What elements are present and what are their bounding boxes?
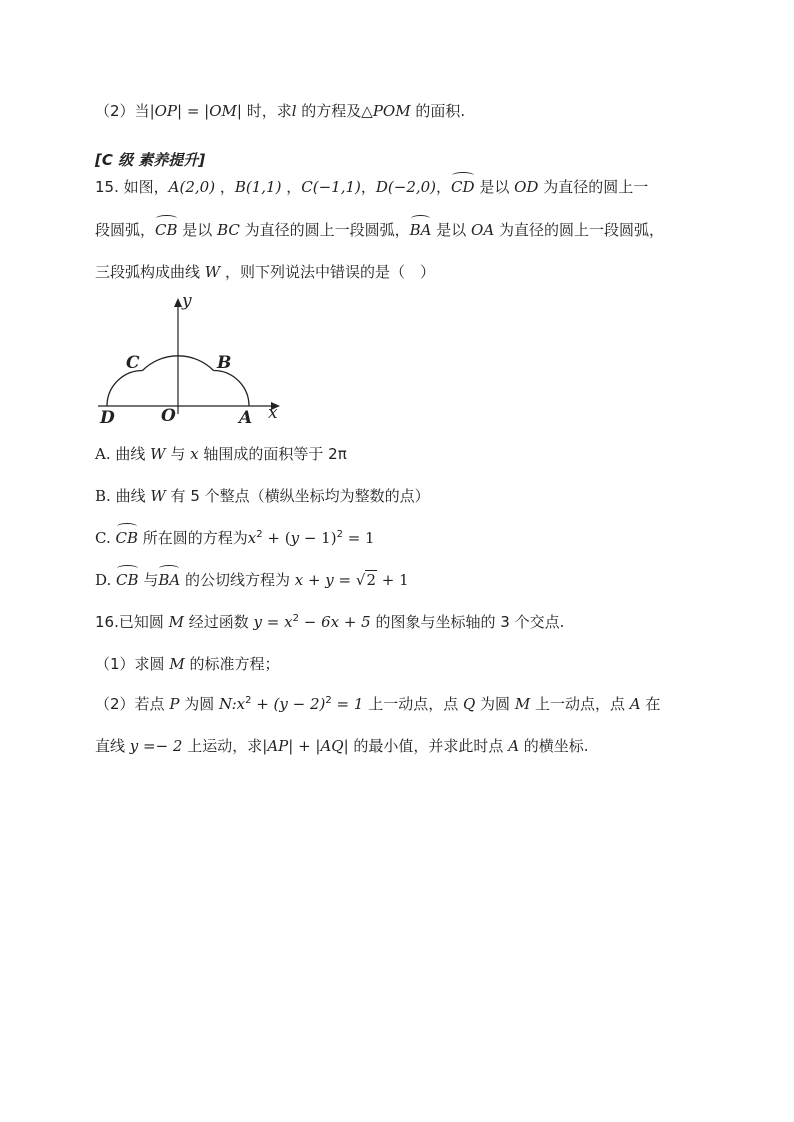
origin-label: O (161, 406, 176, 424)
option-d: D. CB 与BA 的公切线方程为 x + y = √2 + 1 (95, 571, 409, 589)
q15-line1: 15. 如图，A(2,0) ，B(1,1) ，C(−1,1)，D(−2,0)，CD 是以 OD 为直径的圆上一 (95, 178, 649, 196)
y-axis-arrow (174, 298, 182, 307)
q15-line3: 三段弧构成曲线 W ，则下列说法中错误的是（ ） (95, 263, 435, 281)
option-b: B. 曲线 W 有 5 个整点（横纵坐标均为整数的点） (95, 487, 430, 505)
y-axis-label: y (182, 292, 192, 311)
q16-part2-line2: 直线 y =− 2 上运动，求|AP| + |AQ| 的最小值，并求此时点 A 的横坐标. (95, 737, 589, 755)
point-a-label: A (239, 408, 253, 424)
arc-cd-curve (107, 371, 143, 407)
curve-w-diagram (96, 292, 296, 424)
option-a: A. 曲线 W 与 x 轴围成的面积等于 2π (95, 445, 347, 463)
point-d-label: D (100, 408, 115, 424)
x-axis-label: x (268, 403, 278, 423)
q16-number: 16. (95, 613, 119, 631)
arc-ba-curve (214, 371, 250, 407)
arc-ba: BA (409, 221, 432, 239)
q15-number: 15. (95, 178, 119, 196)
q16-line1: 16.已知圆 M 经过函数 $y = x^2 - 6x + 5$ 的图象与坐标轴的 3 个交点. (95, 613, 565, 631)
point-b-label: B (217, 353, 232, 373)
q14-part2-number: （2） (95, 102, 135, 120)
option-c: C. CB 所在圆的方程为$x^2 + (y - 1)^2 = 1$ (95, 529, 375, 547)
level-heading: [C 级 素养提升] (95, 151, 206, 169)
q14-condition: |OP| = |OM| (149, 102, 242, 120)
q15-line2: 段圆弧，CB 是以 BC 为直径的圆上一段圆弧，BA 是以 OA 为直径的圆上一段圆弧， (95, 221, 664, 239)
point-c-label: C (126, 353, 140, 373)
q14-part2: （2）当|OP| = |OM| 时，求l 的方程及△POM 的面积. (95, 102, 466, 120)
q16-part2-line1: （2）若点 P 为圆 $N:x^2 + (y - 2)^2 = 1$ 上一动点，点 Q 为圆 M 上一动点，点 A 在 (95, 695, 661, 713)
curve-w-figure (96, 292, 296, 428)
arc-cd: CD (451, 178, 475, 196)
q16-part1: （1）求圆 M 的标准方程； (95, 655, 280, 673)
arc-cb: CB (155, 221, 178, 239)
